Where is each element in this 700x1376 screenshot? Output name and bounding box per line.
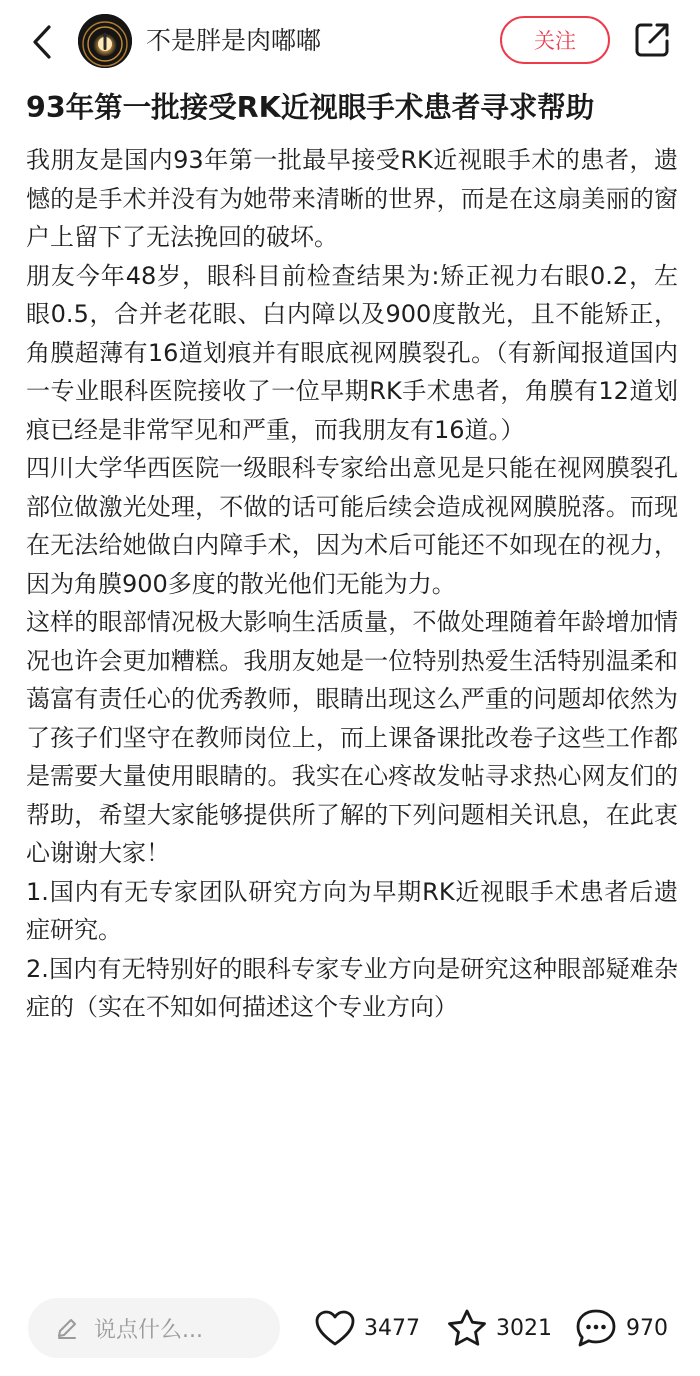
comment-placeholder: 说点什么... bbox=[94, 1317, 203, 1343]
share-button[interactable] bbox=[630, 20, 674, 60]
post-paragraph: 四川大学华西医院一级眼科专家给出意见是只能在视网膜裂孔部位做激光处理，不做的话可能后续会造成视网膜脱落。而现在无法给她做白内障手术，因为术后可能还不如现在的视力，因为角膜900多度的散光他们无能为力。 bbox=[26, 454, 678, 598]
post-paragraph: 2.国内有无特别好的眼科专家专业方向是研究这种眼部疑难杂症的（实在不知如何描述这个专业方向） bbox=[26, 954, 678, 1021]
chevron-left-icon bbox=[31, 24, 53, 60]
post-title: 93年第一批接受RK近视眼手术患者寻求帮助 bbox=[26, 91, 595, 124]
post-paragraph: 我朋友是国内93年第一批最早接受RK近视眼手术的患者，遗憾的是手术并没有为她带来清晰的世界，而是在这扇美丽的窗户上留下了无法挽回的破坏。 bbox=[26, 146, 678, 251]
follow-button[interactable]: 关注 bbox=[500, 16, 610, 64]
comment-button[interactable] bbox=[574, 1306, 668, 1350]
post-paragraph: 1.国内有无专家团队研究方向为早期RK近视眼手术患者后遗症研究。 bbox=[26, 877, 678, 944]
comment-input[interactable] bbox=[28, 1298, 280, 1358]
post-paragraph: 这样的眼部情况极大影响生活质量，不做处理随着年龄增加情况也许会更加糟糕。我朋友她是一位特别热爱生活特别温柔和蔼富有责任心的优秀教师，眼睛出现这么严重的问题却依然为了孩子们坚守在教师岗位上，而上课备课批改卷子这些工作都是需要大量使用眼睛的。我实在心疼故发帖寻求热心网友们的帮助，希望大家能够提供所了解的下列问题相关讯息，在此衷心谢谢大家！ bbox=[26, 608, 678, 867]
share-icon bbox=[633, 21, 671, 59]
comment-count: 970 bbox=[626, 1315, 668, 1341]
avatar[interactable] bbox=[78, 14, 132, 68]
favorite-button[interactable] bbox=[446, 1306, 552, 1350]
like-button[interactable] bbox=[314, 1306, 420, 1350]
back-button[interactable] bbox=[22, 22, 62, 62]
like-count: 3477 bbox=[364, 1315, 420, 1341]
heart-icon bbox=[314, 1309, 356, 1347]
author-name[interactable]: 不是胖是肉嘟嘟 bbox=[146, 26, 322, 55]
star-icon bbox=[446, 1308, 488, 1348]
bottom-action-bar bbox=[0, 1280, 700, 1376]
pen-icon bbox=[54, 1315, 80, 1341]
top-bar bbox=[0, 0, 700, 80]
comment-bubble-icon bbox=[574, 1307, 618, 1349]
favorite-count: 3021 bbox=[496, 1315, 552, 1341]
post-body bbox=[26, 141, 678, 1027]
post-paragraph: 朋友今年48岁，眼科目前检查结果为:矫正视力右眼0.2，左眼0.5，合并老花眼、白内障以及900度散光，且不能矫正，角膜超薄有16道划痕并有眼底视网膜裂孔。（有新闻报道国内一专业眼科医院接收了一位早期RK手术患者，角膜有12道划痕已经是非常罕见和严重，而我朋友有16道。） bbox=[26, 261, 678, 444]
